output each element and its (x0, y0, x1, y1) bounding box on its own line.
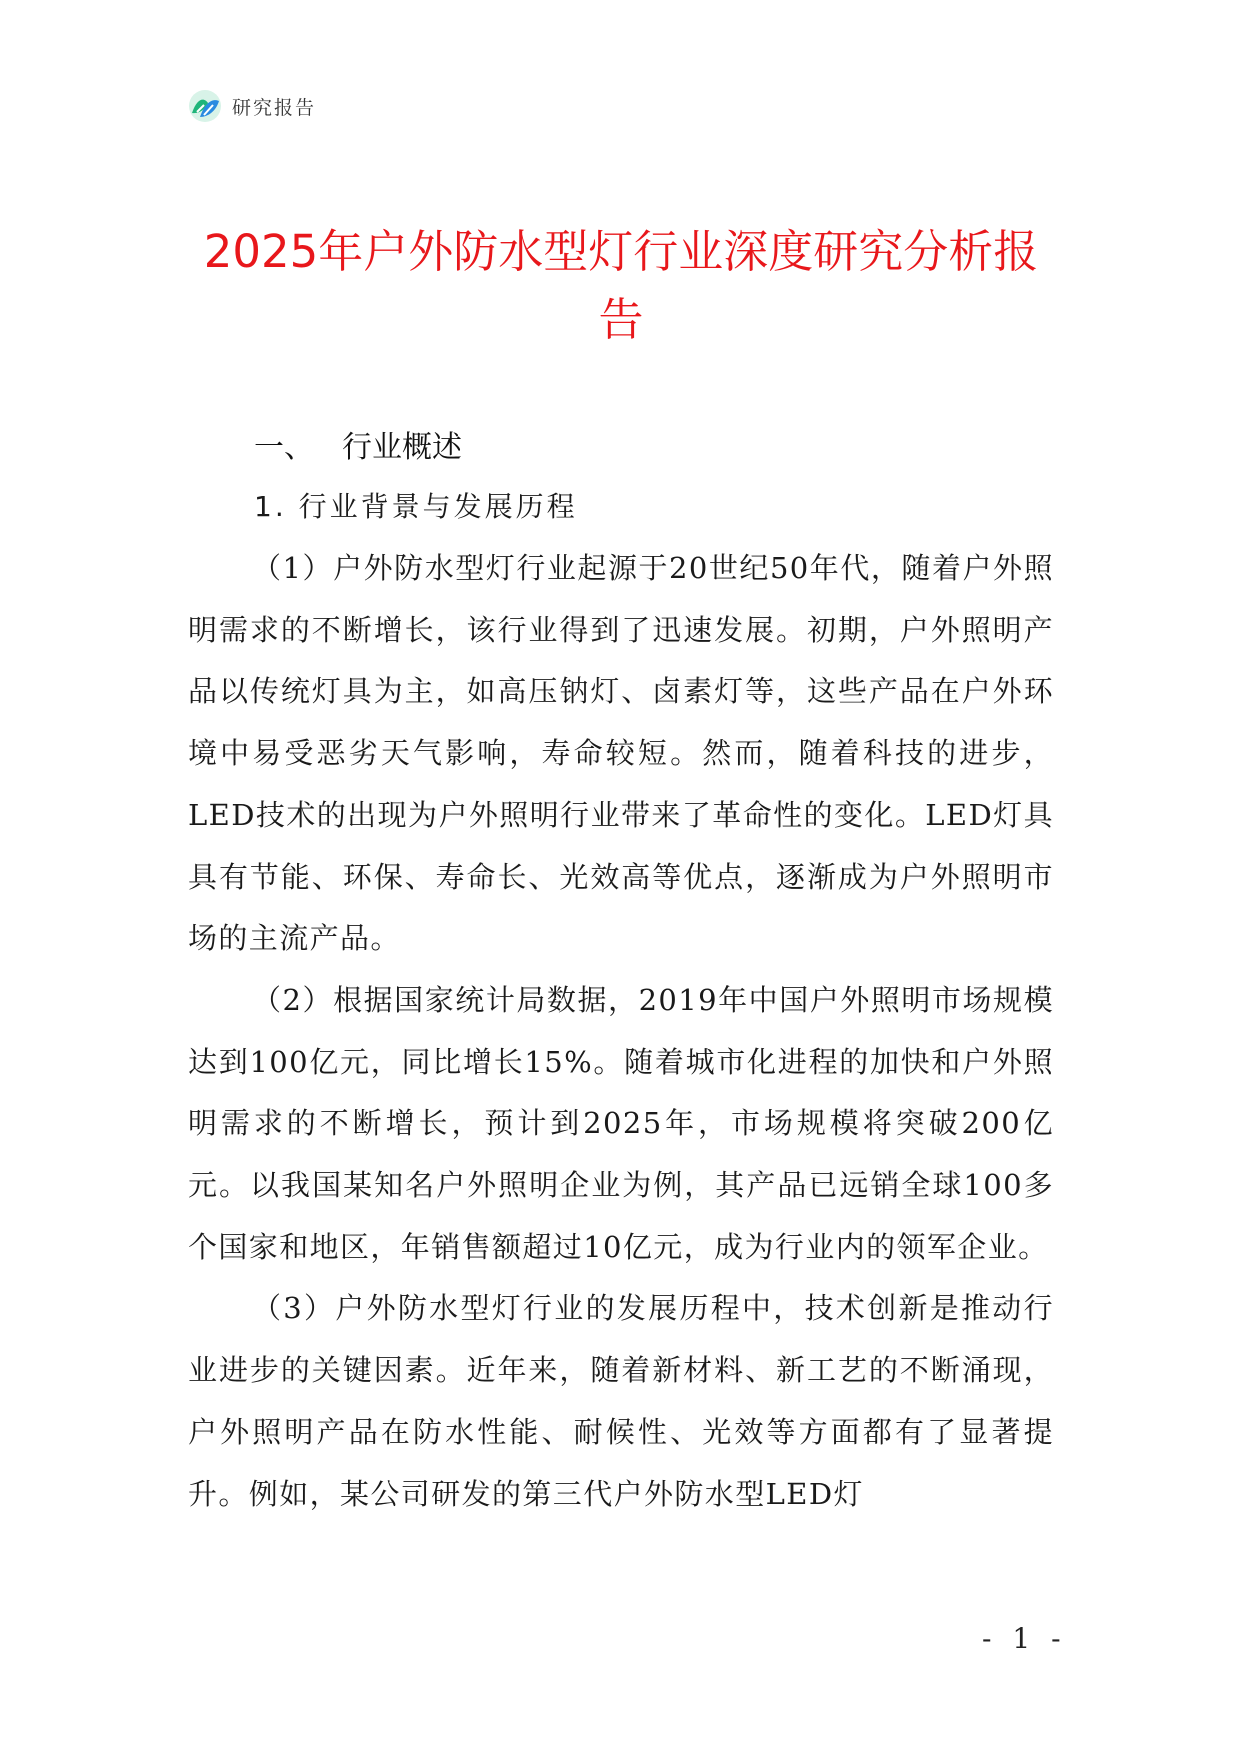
page-number: - 1 - (982, 1622, 1067, 1655)
leaf-logo-icon (188, 89, 222, 123)
section-title: 行业概述 (342, 430, 462, 465)
document-title: 2025年户外防水型灯行业深度研究分析报告 (203, 225, 1039, 346)
report-header (188, 88, 316, 124)
paragraph-3: （3）户外防水型灯行业的发展历程中，技术创新是推动行业进步的关键因素。近年来，随着新材料、新工艺的不断涌现，户外照明产品在防水性能、耐候性、光效等方面都有了显著提升。例如，某公司研发的第三代户外防水型LED灯 (188, 1291, 1054, 1511)
subsection-heading: 1. 行业背景与发展历程 (254, 490, 578, 523)
report-header-label: 研究报告 (232, 96, 317, 119)
section-number: 一、 (254, 430, 314, 465)
document-body (188, 412, 1054, 1525)
section-heading (254, 412, 1054, 476)
paragraph-2: （2）根据国家统计局数据，2019年中国户外照明市场规模达到100亿元，同比增长15%。随着城市化进程的加快和户外照明需求的不断增长，预计到2025年，市场规模将突破200亿元。以我国某知名户外照明企业为例，其产品已远销全球100多个国家和地区，年销售额超过10亿元，成为行业内的领军企业。 (188, 982, 1054, 1264)
paragraph-1: （1）户外防水型灯行业起源于20世纪50年代，随着户外照明需求的不断增长，该行业得到了迅速发展。初期，户外照明产品以传统灯具为主，如高压钠灯、卤素灯等，这些产品在户外环境中易受恶劣天气影响，寿命较短。然而，随着科技的进步，LED技术的出现为户外照明行业带来了革命性的变化。LED灯具具有节能、环保、寿命长、光效高等优点，逐渐成为户外照明市场的主流产品。 (188, 551, 1054, 956)
